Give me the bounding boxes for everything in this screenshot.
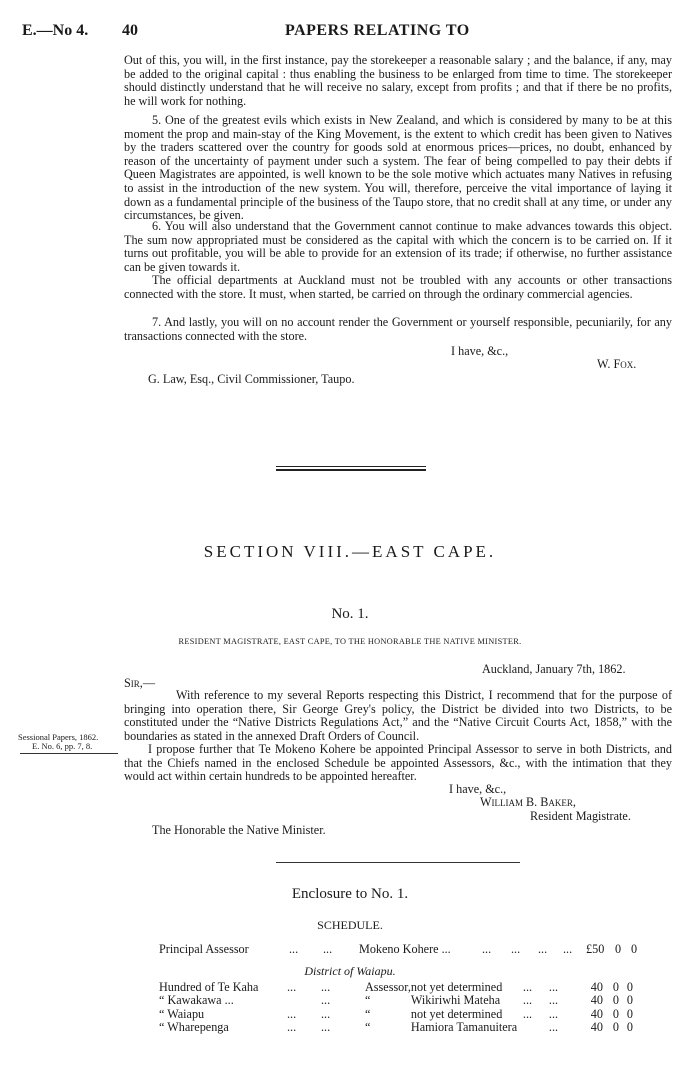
schedule-cell-hundred: “ Wharepenga	[159, 1020, 229, 1035]
schedule-cell-pounds: 40	[590, 993, 603, 1008]
schedule-table	[159, 981, 633, 1035]
schedule-cell-d1	[287, 994, 321, 1007]
schedule-cell-d2: ...	[321, 1020, 331, 1035]
schedule-heading: SCHEDULE.	[317, 918, 383, 932]
schedule-cell-shillings: 0	[612, 980, 619, 994]
letter2-place-date: Auckland, January 7th, 1862.	[482, 662, 626, 676]
schedule-cell-name: not yet determined	[410, 980, 503, 994]
schedule-cell-role: Assessor,	[365, 980, 411, 994]
principal-shillings: 0	[615, 942, 622, 956]
schedule-row	[159, 1008, 633, 1021]
letter1-paragraph-6b: The official departments at Auckland must not be troubled with any accounts or other transactions connected with the store. It must, when started, be carried on through the ordinary commercial agencies.	[124, 273, 672, 301]
schedule-cell-hundred: Hundred of Te Kaha	[159, 980, 259, 994]
principal-dots-1: ...	[289, 942, 299, 956]
schedule-cell-shillings: 0	[612, 1006, 619, 1021]
schedule-cell-d1: ...	[287, 1020, 297, 1035]
letter2-addressee: The Honorable the Native Minister.	[152, 823, 326, 837]
principal-name: Mokeno Kohere ...	[359, 942, 451, 956]
schedule-cell-pounds: 40	[590, 1006, 603, 1021]
principal-pounds: £50	[586, 942, 605, 956]
enclosure-divider	[276, 862, 520, 863]
doc-ref: E.—No 4.	[22, 22, 89, 39]
page-number: 40	[122, 22, 138, 39]
enclosure-title: Enclosure to No. 1.	[291, 886, 409, 902]
margin-note-rule	[20, 753, 118, 754]
section-subtitle: RESIDENT MAGISTRATE, EAST CAPE, TO THE HONORABLE THE NATIVE MINISTER.	[178, 637, 522, 646]
section-title: SECTION VIII.—EAST CAPE.	[203, 542, 497, 561]
schedule-cell-name: not yet determined	[410, 1006, 503, 1021]
section-divider-bottom	[276, 469, 426, 471]
schedule-row	[159, 994, 633, 1007]
schedule-cell-d4: ...	[548, 1020, 559, 1035]
schedule-cell-d4: ...	[548, 1006, 559, 1021]
letter1-paragraph-1: Out of this, you will, in the first instance, pay the storekeeper a reasonable salary ; and the balance, if any, may be added to the original capital : thus enabling the business to be enlarged from time to time. The storekeeper should distinctly understand that he will receive no salary, except from profits ; and that if there be no profits, he will work for nothing.	[124, 53, 672, 108]
schedule-cell-d2: ...	[321, 993, 331, 1008]
schedule-cell-d4: ...	[548, 993, 559, 1008]
schedule-cell-d2: ...	[321, 1006, 331, 1021]
schedule-row	[159, 981, 633, 994]
schedule-cell-shillings: 0	[612, 1020, 619, 1035]
running-title: PAPERS RELATING TO	[285, 22, 470, 39]
principal-dots-3: ...	[482, 942, 492, 956]
schedule-cell-pounds: 40	[590, 1020, 603, 1035]
schedule-cell-name: Wikiriwhi Mateha	[410, 993, 501, 1008]
principal-label: Principal Assessor	[159, 942, 249, 956]
schedule-cell-role: “	[365, 993, 371, 1008]
schedule-cell-role: “	[365, 1020, 371, 1035]
schedule-cell-d2: ...	[321, 980, 331, 994]
letter2-signature-name: William B. Baker,	[480, 795, 576, 809]
schedule-cell-d4: ...	[548, 980, 559, 994]
section-divider-top	[276, 466, 426, 467]
principal-dots-6: ...	[563, 942, 573, 956]
principal-dots-5: ...	[538, 942, 548, 956]
schedule-cell-shillings: 0	[612, 993, 619, 1008]
schedule-cell-d3: ...	[522, 980, 533, 994]
schedule-cell-d1: ...	[287, 980, 297, 994]
schedule-cell-role: “	[365, 1006, 371, 1021]
schedule-cell-hundred: “ Kawakawa ...	[159, 993, 234, 1008]
schedule-cell-d1: ...	[287, 1006, 297, 1021]
schedule-cell-pence: 0	[626, 1020, 633, 1035]
district-heading: District of Waiapu.	[304, 964, 396, 978]
letter1-closing: I have, &c.,	[451, 344, 509, 358]
letter2-signature-title: Resident Magistrate.	[530, 809, 631, 823]
schedule-cell-pence: 0	[626, 1006, 633, 1021]
section-number: No. 1.	[331, 606, 369, 622]
letter2-closing: I have, &c.,	[449, 782, 507, 796]
letter1-paragraph-5: 5. One of the greatest evils which exists in New Zealand, and which is considered by many to be at this moment the prop and main-stay of the King Movement, is the extent to which credit has been given to Natives by the traders scattered over the country for goods sold at enormous prices—prices, no doubt, enhanced by reason of the uncertainty of payment under such a system. The fear of being compelled to pay their debts if Queen Magistrates are appointed, is well known to be the sole motive which actuates many Natives in refusing to assist in the introduction of the new system. You will, therefore, perceive the vital importance of laying it down as a fundamental principle of the business of the Taupo store, that no credit shall at any time, or under any circumstances, be given.	[124, 113, 672, 223]
letter1-signature: W. Fox.	[597, 357, 637, 371]
schedule-cell-d3: ...	[522, 1006, 533, 1021]
schedule-row	[159, 1021, 633, 1034]
schedule-cell-name: Hamiora Tamanuitera	[410, 1020, 518, 1035]
margin-note-reference: E. No. 6, pp. 7, 8.	[32, 741, 93, 751]
principal-pence: 0	[631, 942, 638, 956]
letter2-paragraph-1: With reference to my several Reports respecting this District, I recommend that for the purpose of bringing into operation there, Sir George Grey's policy, the District be divided into two Districts, to be constituted under the “Native Districts Regulations Act,” and the “Native Circuit Courts Act, 1858,” with the boundaries as stated in the annexed Draft Orders of Council.	[124, 688, 672, 743]
schedule-cell-hundred: “ Waiapu	[159, 1006, 205, 1021]
principal-dots-2: ...	[323, 942, 333, 956]
letter2-salutation: Sir,—	[124, 676, 156, 690]
schedule-cell-pence: 0	[626, 993, 633, 1008]
letter2-paragraph-2: I propose further that Te Mokeno Kohere be appointed Principal Assessor to serve in both Districts, and that the Chiefs named in the enclosed Schedule be appointed Assessors, &c., with the intimation that they would act within certain hundreds to be appointed hereafter.	[124, 742, 672, 784]
schedule-cell-pence: 0	[626, 980, 633, 994]
margin-note-sessional: Sessional Papers, 1862.	[18, 732, 99, 742]
schedule-cell-d3	[523, 1021, 549, 1034]
schedule-cell-d3: ...	[522, 993, 533, 1008]
letter1-paragraph-6: 6. You will also understand that the Government cannot continue to make advances towards this object. The sum now appropriated must be considered as the capital with which the concern is to be carried on. If it turns out profitable, you will be able to provide for an extension of its trade; if otherwise, no further assistance can be given towards it.	[124, 219, 672, 274]
letter1-paragraph-7: 7. And lastly, you will on no account render the Government or yourself responsible, pecuniarily, for any transactions connected with the store.	[124, 315, 672, 343]
schedule-cell-pounds: 40	[590, 980, 603, 994]
principal-dots-4: ...	[511, 942, 521, 956]
letter1-addressee: G. Law, Esq., Civil Commissioner, Taupo.	[148, 372, 355, 386]
